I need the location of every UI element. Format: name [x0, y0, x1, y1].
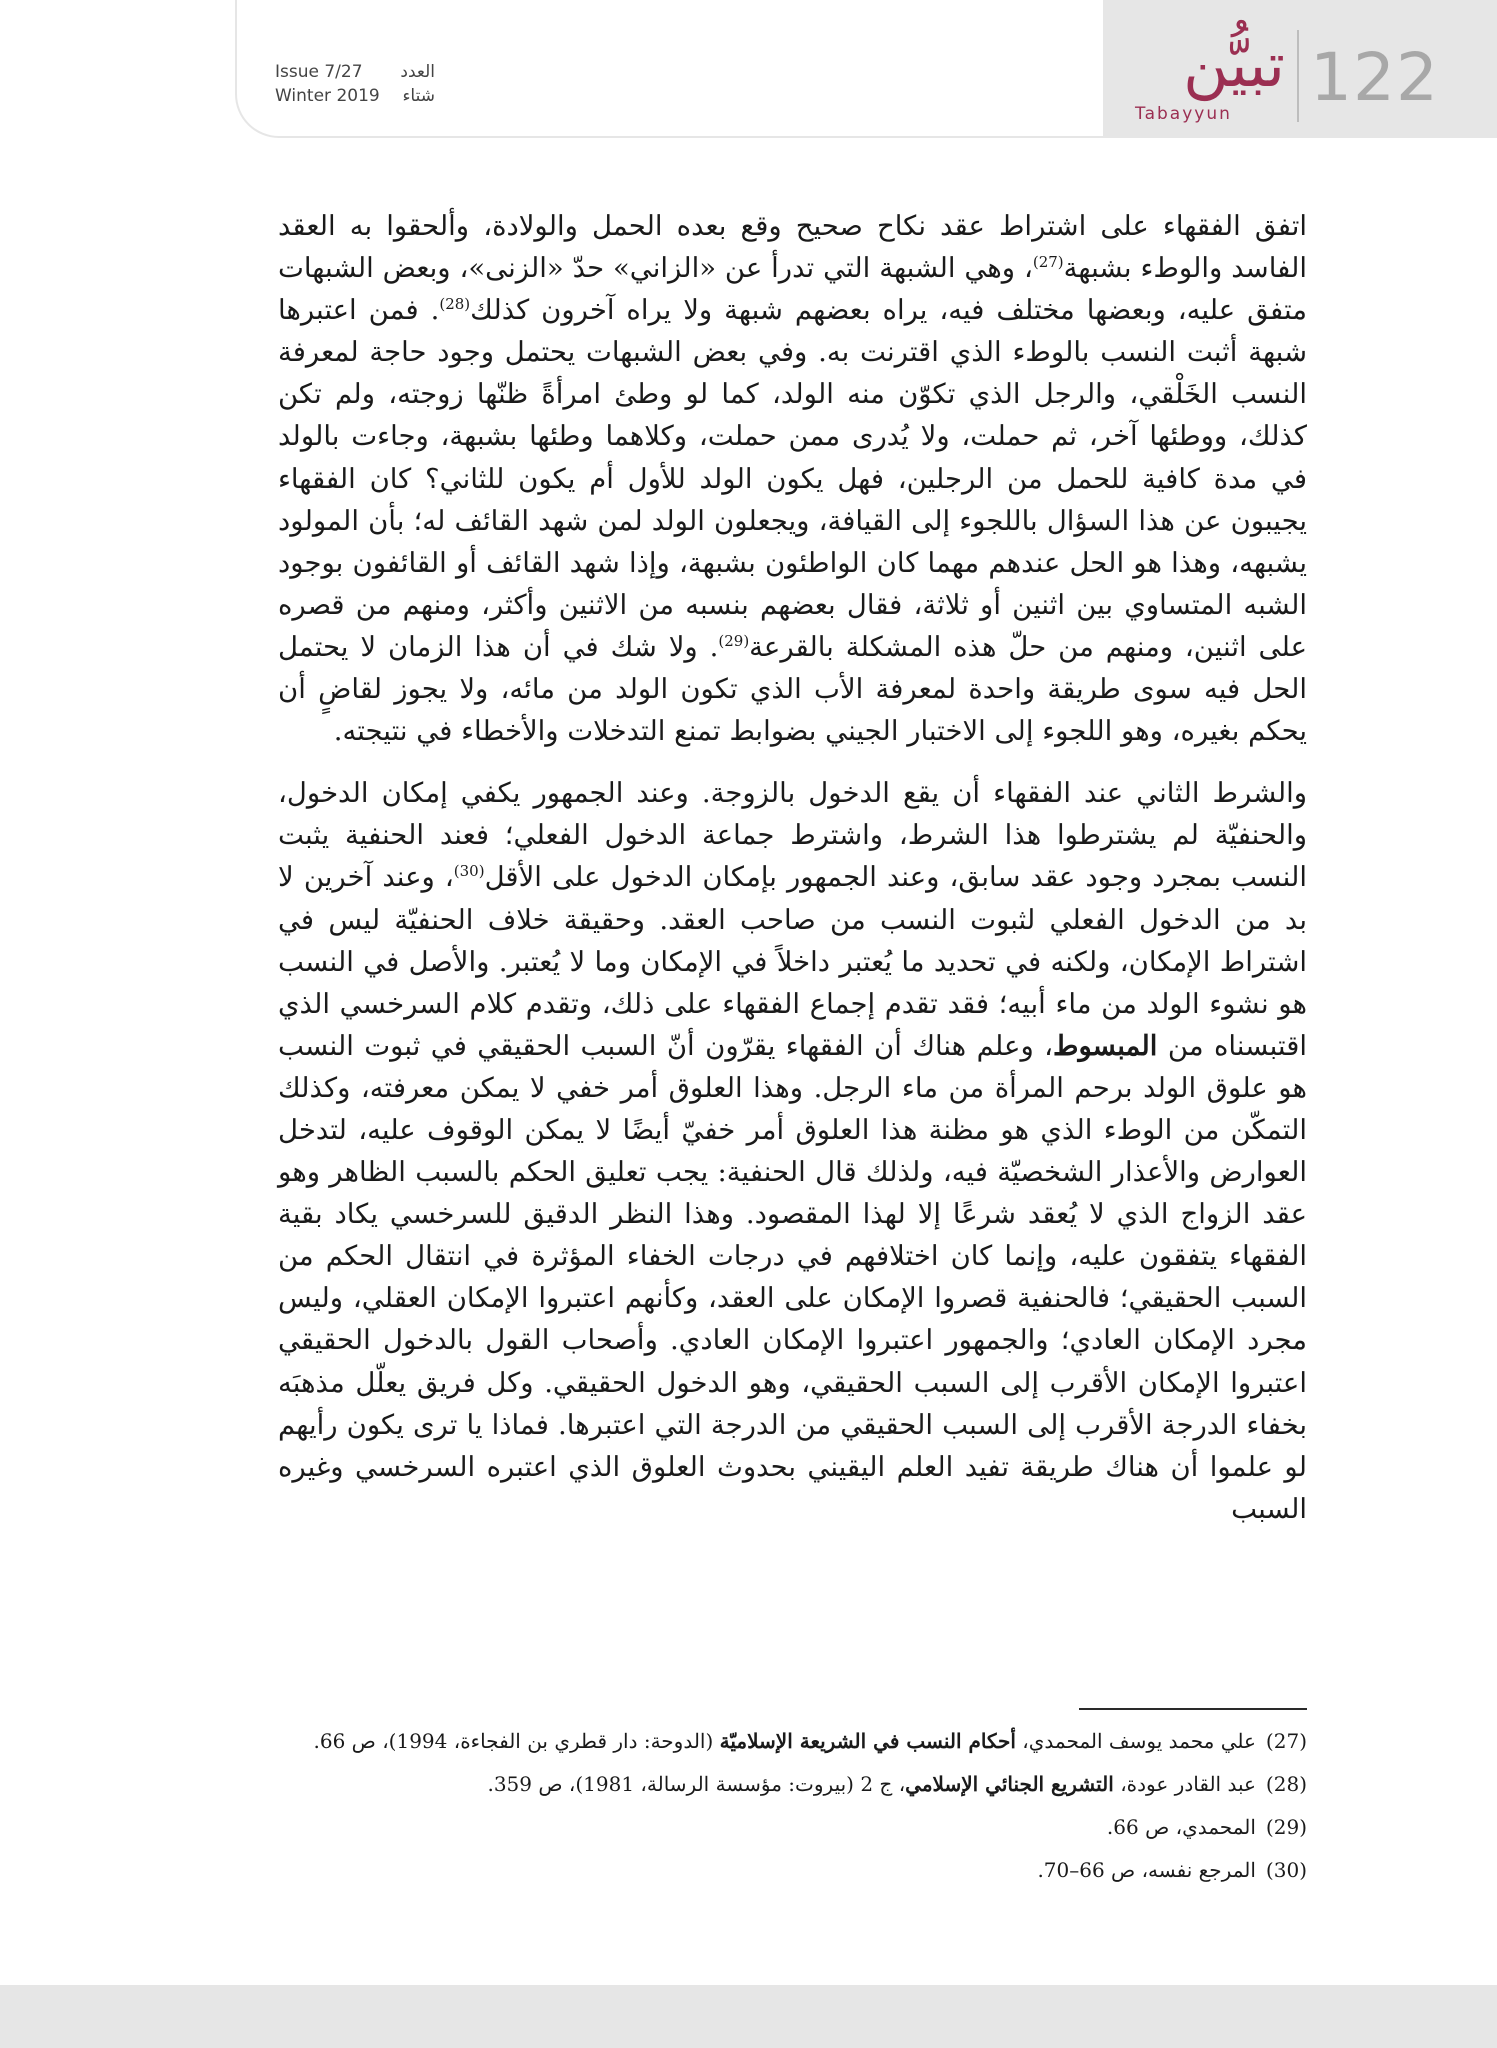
paragraph-2: والشرط الثاني عند الفقهاء أن يقع الدخول بالزوجة. وعند الجمهور يكفي إمكان الدخول، والحنفيّة لم يشترطوا هذا الشرط، واشترط جماعة الدخول الفعلي؛ فعند الحنفية يثبت النسب بمجرد وجود عقد سابق، وعند الجمهور بإمكان الدخول على الأقل$^{(30)}$، وعند آخرين لا بد من الدخول الفعلي لثبوت النسب من صاحب العقد. وحقيقة خلاف الحنفيّة ليس في اشتراط الإمكان، ولكنه في تحديد ما يُعتبر داخلاً في الإمكان وما لا يُعتبر. والأصل في النسب هو نشوء الولد من ماء أبيه؛ فقد تقدم إجماع الفقهاء على ذلك، وتقدم كلام السرخسي الذي اقتبسناه من المبسوط، وعلم هناك أن الفقهاء يقرّون أنّ السبب الحقيقي في ثبوت النسب هو علوق الولد برحم المرأة من ماء الرجل. وهذا العلوق أمر خفي لا يمكن معرفته، وكذلك التمكّن من الوطء الذي هو مظنة هذا العلوق أمر خفيّ أيضًا لا يمكن الوقوف عليه، لتدخل العوارض والأعذار الشخصيّة فيه، ولذلك قال الحنفية: يجب تعليق الحكم بالسبب الظاهر وهو عقد الزواج الذي لا يُعقد شرعًا إلا لهذا المقصود. وهذا النظر الدقيق للسرخسي يكاد بقية الفقهاء يتفقون عليه، وإنما كان اختلافهم في درجات الخفاء المؤثرة في انتقال الحكم من السبب الحقيقي؛ فالحنفية قصروا الإمكان على العقد، وكأنهم اعتبروا الإمكان العقلي، وليس مجرد الإمكان العادي؛ والجمهور اعتبروا الإمكان العادي. وأصحاب القول بالدخول الحقيقي اعتبروا الإمكان الأقرب إلى السبب الحقيقي، وهو الدخول الحقيقي. وكل فريق يعلّل مذهبَه بخفاء الدرجة الأقرب إلى السبب الحقيقي من الدرجة التي اعتبرها. فماذا يا ترى يكون رأيهم لو علموا أن هناك طريقة تفيد العلم اليقيني بحدوث العلوق الذي اعتبره السرخسي وغيره السبب: [278, 777, 1307, 1525]
journal-logo: [1125, 22, 1285, 132]
issue-info: [275, 60, 435, 108]
article-body: [278, 205, 1307, 1530]
footnote-item: (27)علي محمد يوسف المحمدي، أحكام النسب في الشريعة الإسلاميّة (الدوحة: دار قطري بن الفجاءة، 1994)، ص 66.: [313, 1729, 1307, 1753]
season-ar: شتاء: [402, 86, 435, 106]
page-number: 122: [1310, 39, 1439, 116]
footnote-item: (28)عبد القادر عودة، التشريع الجنائي الإسلامي، ج 2 (بيروت: مؤسسة الرسالة، 1981)، ص 359.: [487, 1772, 1307, 1796]
logo-latin: Tabayyun: [1135, 104, 1232, 124]
season-en: Winter 2019: [275, 86, 380, 106]
header-divider: [1297, 30, 1299, 122]
footnote-ref-28[interactable]: (28): [439, 295, 471, 314]
issue-label-ar: العدد: [400, 62, 435, 82]
logo-arabic: تبيُّن: [1183, 28, 1285, 101]
footnote-ref-30[interactable]: (30): [453, 862, 485, 881]
footnote-ref-29[interactable]: (29): [718, 631, 750, 650]
footnote-item: (29)المحمدي، ص 66.: [1106, 1815, 1307, 1839]
footnote-item: (30)المرجع نفسه، ص 66–70.: [1037, 1858, 1307, 1882]
page-bottom-band: [0, 1985, 1497, 2048]
footnote-ref-27[interactable]: (27): [1032, 252, 1064, 271]
book-title-mabsut: المبسوط: [1053, 1029, 1158, 1062]
paragraph-1: اتفق الفقهاء على اشتراط عقد نكاح صحيح وقع بعده الحمل والولادة، وألحقوا به العقد الفاسد والوطء بشبهة$^{(27)}$، وهي الشبهة التي تدرأ عن «الزاني» حدّ «الزنى»، وبعض الشبهات متفق عليه، وبعضها مختلف فيه، يراه بعضهم شبهة ولا يراه آخرون كذلك$^{(28)}$. فمن اعتبرها شبهة أثبت النسب بالوطء الذي اقترنت به. وفي بعض الشبهات يحتمل وجود حاجة لمعرفة النسب الخَلْقي، والرجل الذي تكوّن منه الولد، كما لو وطئ امرأةً ظنّها زوجته، ولم تكن كذلك، ووطئها آخر، ثم حملت، ولا يُدرى ممن حملت، وكلاهما وطئها بشبهة، وجاءت بالولد في مدة كافية للحمل من الرجلين، فهل يكون الولد للأول أم يكون للثاني؟ كان الفقهاء يجيبون عن هذا السؤال باللجوء إلى القيافة، ويجعلون الولد لمن شهد القائف له؛ بأن المولود يشبهه، وهذا هو الحل عندهم مهما كان الواطئون بشبهة، وإذا شهد القائف أو القائفون بوجود الشبه المتساوي بين اثنين أو ثلاثة، فقال بعضهم بنسبه من الاثنين وأكثر، ومنهم من قصره على اثنين، ومنهم من حلّ هذه المشكلة بالقرعة$^{(29)}$. ولا شك في أن هذا الزمان لا يحتمل الحل فيه سوى طريقة واحدة لمعرفة الأب الذي تكون الولد من مائه، ولا يجوز لقاضٍ أن يحكم بغيره، وهو اللجوء إلى الاختبار الجيني بضوابط تمنع التدخلات والأخطاء في نتيجته.: [278, 210, 1308, 748]
footnote-rule: [1079, 1708, 1307, 1710]
issue-label-en: Issue 7/27: [275, 62, 363, 82]
footnotes: [278, 1720, 1307, 1892]
